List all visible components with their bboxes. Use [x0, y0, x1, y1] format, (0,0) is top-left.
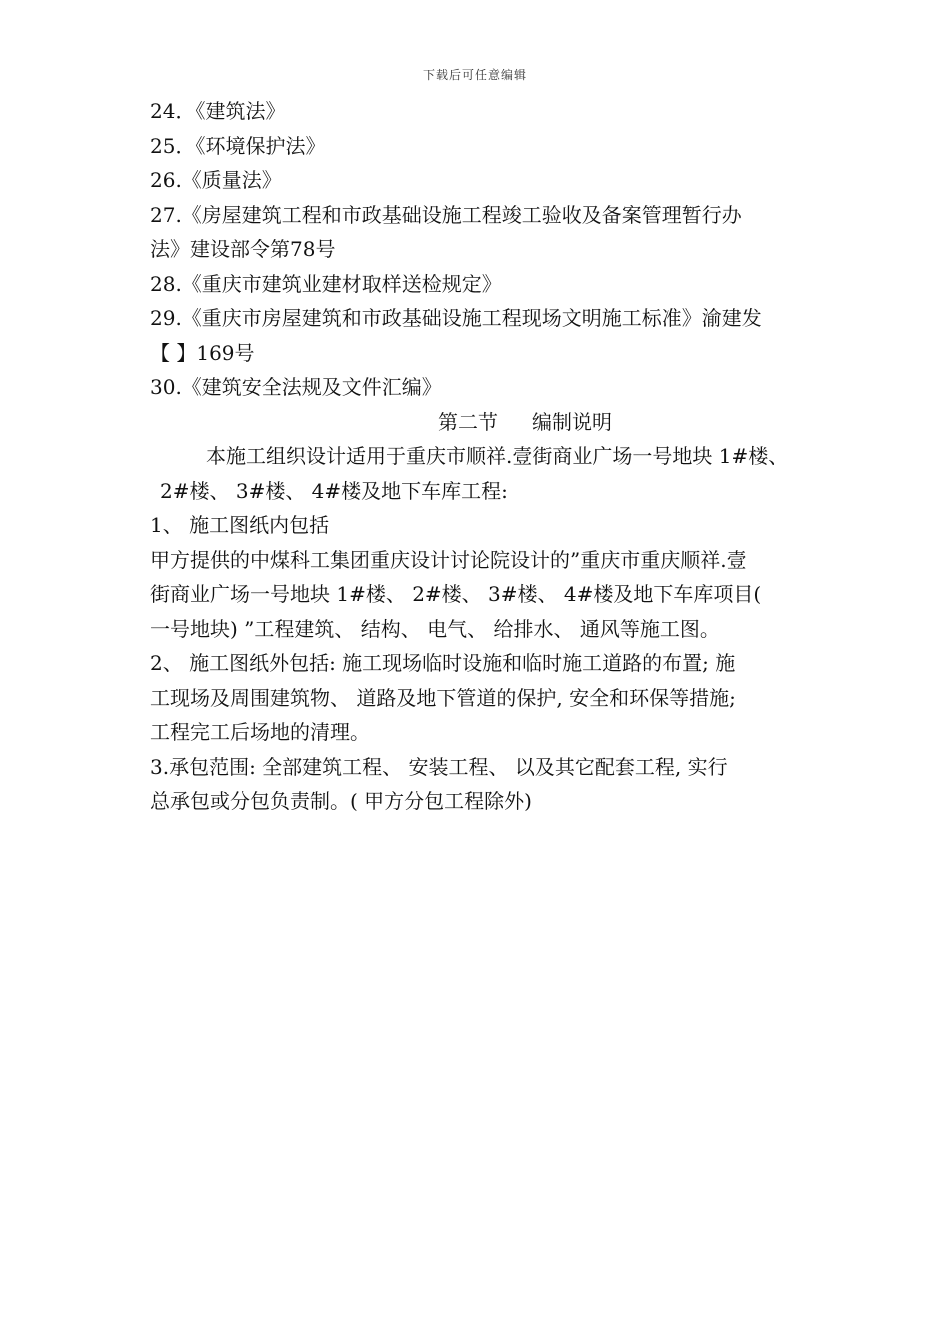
section-number: 第二节 [438, 409, 498, 434]
section-heading [150, 405, 870, 440]
item-2-line-1: 2、 施工图纸外包括: 施工现场临时设施和临时施工道路的布置; 施 [150, 651, 736, 675]
reference-item-29-cont: 【 】169号 [150, 340, 255, 365]
document-body [150, 94, 870, 819]
item-1-line-3: 一号地块) ”工程建筑、 结构、 电气、 给排水、 通风等施工图。 [150, 616, 720, 641]
intro-paragraph-line-2: 2#楼、 3#楼、 4#楼及地下车库工程: [160, 478, 508, 503]
reference-item-28: 28.《重庆市建筑业建材取样送检规定》 [150, 271, 502, 296]
item-2-line-2: 工现场及周围建筑物、 道路及地下管道的保护, 安全和环保等措施; [150, 685, 736, 710]
item-2-line-3: 工程完工后场地的清理。 [150, 720, 370, 744]
item-3-line-2: 总承包或分包负责制。( 甲方分包工程除外) [150, 789, 532, 813]
reference-item-27-cont: 法》建设部令第78号 [150, 237, 336, 261]
reference-item-24: 24．《建筑法》 [150, 99, 286, 123]
item-1-line-1: 甲方提供的中煤科工集团重庆设计讨论院设计的”重庆市重庆顺祥.壹 [150, 547, 747, 572]
item-1-heading: 1、 施工图纸内包括 [150, 513, 330, 537]
section-title: 编制说明 [532, 409, 612, 434]
page-header-note: 下载后可任意编辑 [422, 68, 527, 82]
item-1-line-2: 街商业广场一号地块 1#楼、 2#楼、 3#楼、 4#楼及地下车库项目( [150, 582, 762, 606]
reference-item-30: 30.《建筑安全法规及文件汇编》 [150, 375, 442, 399]
item-3-line-1: 3.承包范围: 全部建筑工程、 安装工程、 以及其它配套工程, 实行 [150, 754, 728, 779]
reference-item-26: 26.《质量法》 [150, 168, 282, 192]
reference-item-29: 29.《重庆市房屋建筑和市政基础设施工程现场文明施工标准》渝建发 [150, 306, 762, 330]
reference-item-27: 27.《房屋建筑工程和市政基础设施工程竣工验收及备案管理暂行办 [150, 202, 742, 227]
intro-paragraph-line-1: 本施工组织设计适用于重庆市顺祥.壹街商业广场一号地块 1#楼、 [206, 444, 789, 468]
reference-item-25: 25．《环境保护法》 [150, 133, 326, 158]
